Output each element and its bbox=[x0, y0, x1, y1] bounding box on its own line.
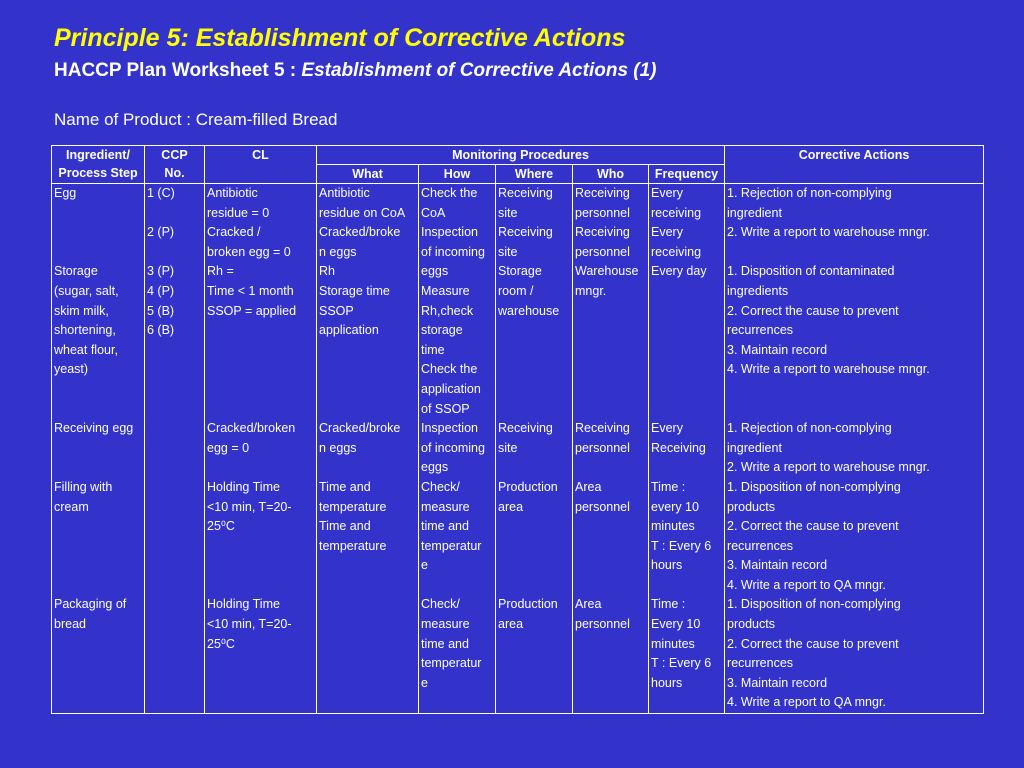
cell-cl: Holding Time <10 min, T=20- 25⁰C bbox=[205, 478, 317, 596]
product-name: Name of Product : Cream-filled Bread bbox=[54, 110, 338, 129]
cell-cl: Cracked/broken egg = 0 bbox=[205, 419, 317, 478]
subtitle-italic: Establishment of Corrective Actions (1) bbox=[301, 60, 657, 81]
header-ingredient: Ingredient/ Process Step bbox=[52, 146, 145, 184]
cell-how: Check/ measure time and temperatur e bbox=[419, 478, 496, 596]
cell-where: Receiving site Receiving site Storage room / warehouse bbox=[496, 184, 573, 420]
table-row bbox=[52, 595, 984, 713]
cell-where: Production area bbox=[496, 478, 573, 596]
header-how: How bbox=[419, 165, 496, 184]
cell-who: Receiving personnel Receiving personnel Warehouse mngr. bbox=[573, 184, 649, 420]
cell-frequency: Every Receiving bbox=[649, 419, 725, 478]
cell-corrective: 1. Disposition of non-complying products 2. Correct the cause to prevent recurrences 3. Maintain record 4. Write a report to QA mngr. bbox=[725, 478, 984, 596]
cell-ccp bbox=[145, 595, 205, 713]
table-row bbox=[52, 184, 984, 420]
cell-what bbox=[317, 595, 419, 713]
cell-cl: Antibiotic residue = 0 Cracked / broken egg = 0 Rh = Time < 1 month SSOP = applied bbox=[205, 184, 317, 420]
cell-how: Inspection of incoming eggs bbox=[419, 419, 496, 478]
cell-where: Production area bbox=[496, 595, 573, 713]
cell-ingredient: Receiving egg bbox=[52, 419, 145, 478]
cell-what: Antibiotic residue on CoA Cracked/broke n eggs Rh Storage time SSOP application bbox=[317, 184, 419, 420]
cell-frequency: Every receiving Every receiving Every day bbox=[649, 184, 725, 420]
cell-who: Area personnel bbox=[573, 478, 649, 596]
header-ccp: CCP No. bbox=[145, 146, 205, 184]
cell-ingredient: Packaging of bread bbox=[52, 595, 145, 713]
cell-what: Cracked/broke n eggs bbox=[317, 419, 419, 478]
cell-corrective: 1. Rejection of non-complying ingredient 2. Write a report to warehouse mngr. bbox=[725, 419, 984, 478]
table-row bbox=[52, 478, 984, 596]
header-what: What bbox=[317, 165, 419, 184]
cell-ccp: 1 (C) 2 (P) 3 (P) 4 (P) 5 (B) 6 (B) bbox=[145, 184, 205, 420]
header-corrective: Corrective Actions bbox=[725, 146, 984, 184]
haccp-worksheet-table bbox=[51, 145, 984, 714]
header-monitoring: Monitoring Procedures bbox=[317, 146, 725, 165]
page-title: Principle 5: Establishment of Corrective Actions bbox=[54, 24, 626, 52]
worksheet-subtitle bbox=[54, 60, 657, 82]
cell-ingredient: Egg Storage (sugar, salt, skim milk, shortening, wheat flour, yeast) bbox=[52, 184, 145, 420]
cell-who: Receiving personnel bbox=[573, 419, 649, 478]
header-frequency: Frequency bbox=[649, 165, 725, 184]
header-cl: CL bbox=[205, 146, 317, 184]
cell-how: Check the CoA Inspection of incoming eggs Measure Rh,check storage time Check the application of SSOP bbox=[419, 184, 496, 420]
header-where: Where bbox=[496, 165, 573, 184]
cell-what: Time and temperature Time and temperature bbox=[317, 478, 419, 596]
cell-ingredient: Filling with cream bbox=[52, 478, 145, 596]
cell-corrective: 1. Disposition of non-complying products 2. Correct the cause to prevent recurrences 3. Maintain record 4. Write a report to QA mngr. bbox=[725, 595, 984, 713]
cell-where: Receiving site bbox=[496, 419, 573, 478]
cell-corrective: 1. Rejection of non-complying ingredient 2. Write a report to warehouse mngr. 1. Disposition of contaminated ingredients 2. Correct the cause to prevent recurrences 3. Maintain record 4. Write a report to warehouse mngr. bbox=[725, 184, 984, 420]
cell-who: Area personnel bbox=[573, 595, 649, 713]
table-row bbox=[52, 419, 984, 478]
cell-cl: Holding Time <10 min, T=20- 25⁰C bbox=[205, 595, 317, 713]
cell-ccp bbox=[145, 478, 205, 596]
cell-how: Check/ measure time and temperatur e bbox=[419, 595, 496, 713]
subtitle-plain: HACCP Plan Worksheet 5 : bbox=[54, 60, 302, 81]
cell-ccp bbox=[145, 419, 205, 478]
header-who: Who bbox=[573, 165, 649, 184]
cell-frequency: Time : Every 10 minutes T : Every 6 hours bbox=[649, 595, 725, 713]
cell-frequency: Time : every 10 minutes T : Every 6 hours bbox=[649, 478, 725, 596]
